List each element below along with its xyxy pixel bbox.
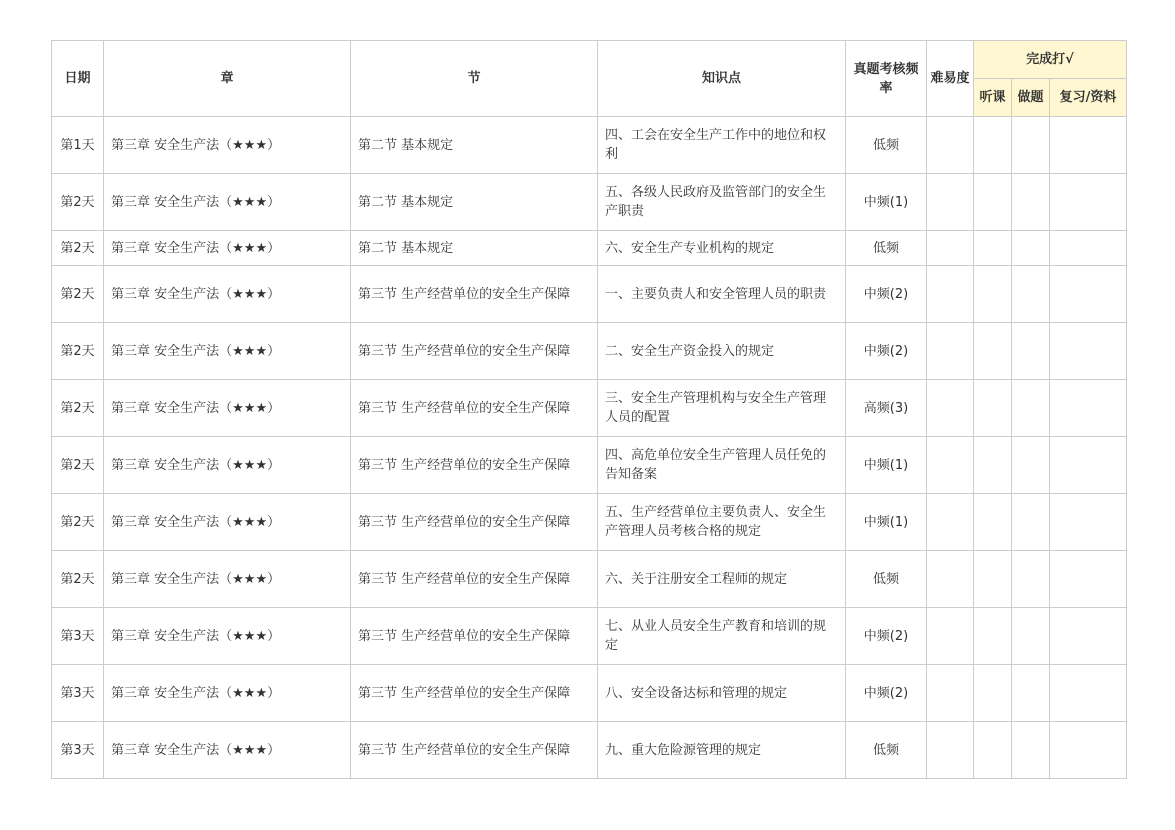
table-row — [52, 174, 1127, 231]
cell-knowledge-point: 八、安全设备达标和管理的规定 — [598, 665, 846, 722]
header-exam-frequency: 真题考核频率 — [846, 41, 927, 117]
cell-date: 第2天 — [52, 380, 104, 437]
cell-section: 第三节 生产经营单位的安全生产保障 — [351, 722, 598, 779]
cell-practice-check[interactable] — [1012, 380, 1050, 437]
study-plan-container — [51, 40, 1127, 779]
cell-difficulty[interactable] — [927, 117, 974, 174]
cell-practice-check[interactable] — [1012, 665, 1050, 722]
cell-section: 第二节 基本规定 — [351, 174, 598, 231]
cell-review-check[interactable] — [1050, 608, 1127, 665]
cell-section: 第三节 生产经营单位的安全生产保障 — [351, 266, 598, 323]
cell-chapter: 第三章 安全生产法（★★★） — [104, 174, 351, 231]
cell-section: 第三节 生产经营单位的安全生产保障 — [351, 380, 598, 437]
cell-difficulty[interactable] — [927, 323, 974, 380]
cell-date: 第2天 — [52, 494, 104, 551]
cell-chapter: 第三章 安全生产法（★★★） — [104, 494, 351, 551]
cell-section: 第二节 基本规定 — [351, 117, 598, 174]
cell-knowledge-point: 五、生产经营单位主要负责人、安全生产管理人员考核合格的规定 — [598, 494, 846, 551]
cell-frequency: 低频 — [846, 231, 927, 266]
cell-difficulty[interactable] — [927, 494, 974, 551]
cell-knowledge-point: 九、重大危险源管理的规定 — [598, 722, 846, 779]
cell-practice-check[interactable] — [1012, 551, 1050, 608]
cell-knowledge-point: 一、主要负责人和安全管理人员的职责 — [598, 266, 846, 323]
cell-review-check[interactable] — [1050, 665, 1127, 722]
cell-knowledge-point: 四、工会在安全生产工作中的地位和权利 — [598, 117, 846, 174]
cell-review-check[interactable] — [1050, 437, 1127, 494]
cell-chapter: 第三章 安全生产法（★★★） — [104, 551, 351, 608]
cell-listen-check[interactable] — [974, 174, 1012, 231]
table-row — [52, 551, 1127, 608]
table-row — [52, 608, 1127, 665]
cell-difficulty[interactable] — [927, 665, 974, 722]
cell-review-check[interactable] — [1050, 722, 1127, 779]
table-row — [52, 266, 1127, 323]
header-knowledge-point: 知识点 — [598, 41, 846, 117]
table-row — [52, 437, 1127, 494]
cell-section: 第三节 生产经营单位的安全生产保障 — [351, 323, 598, 380]
cell-listen-check[interactable] — [974, 722, 1012, 779]
cell-date: 第3天 — [52, 722, 104, 779]
cell-review-check[interactable] — [1050, 494, 1127, 551]
cell-knowledge-point: 六、关于注册安全工程师的规定 — [598, 551, 846, 608]
cell-review-check[interactable] — [1050, 174, 1127, 231]
cell-chapter: 第三章 安全生产法（★★★） — [104, 437, 351, 494]
cell-knowledge-point: 二、安全生产资金投入的规定 — [598, 323, 846, 380]
header-difficulty: 难易度 — [927, 41, 974, 117]
header-chapter: 章 — [104, 41, 351, 117]
cell-difficulty[interactable] — [927, 722, 974, 779]
cell-practice-check[interactable] — [1012, 117, 1050, 174]
cell-chapter: 第三章 安全生产法（★★★） — [104, 231, 351, 266]
cell-frequency: 中频(1) — [846, 437, 927, 494]
cell-listen-check[interactable] — [974, 665, 1012, 722]
cell-frequency: 低频 — [846, 551, 927, 608]
cell-frequency: 中频(1) — [846, 494, 927, 551]
cell-review-check[interactable] — [1050, 551, 1127, 608]
cell-difficulty[interactable] — [927, 231, 974, 266]
cell-knowledge-point: 七、从业人员安全生产教育和培训的规定 — [598, 608, 846, 665]
cell-listen-check[interactable] — [974, 266, 1012, 323]
study-plan-table — [51, 40, 1127, 779]
cell-frequency: 低频 — [846, 722, 927, 779]
header-review: 复习/资料 — [1050, 79, 1127, 117]
cell-practice-check[interactable] — [1012, 174, 1050, 231]
cell-frequency: 中频(2) — [846, 665, 927, 722]
cell-knowledge-point: 六、安全生产专业机构的规定 — [598, 231, 846, 266]
cell-date: 第2天 — [52, 551, 104, 608]
table-row — [52, 231, 1127, 266]
cell-listen-check[interactable] — [974, 437, 1012, 494]
cell-difficulty[interactable] — [927, 551, 974, 608]
cell-listen-check[interactable] — [974, 380, 1012, 437]
cell-review-check[interactable] — [1050, 117, 1127, 174]
cell-section: 第三节 生产经营单位的安全生产保障 — [351, 551, 598, 608]
cell-knowledge-point: 三、安全生产管理机构与安全生产管理人员的配置 — [598, 380, 846, 437]
cell-date: 第3天 — [52, 665, 104, 722]
table-row — [52, 722, 1127, 779]
cell-section: 第三节 生产经营单位的安全生产保障 — [351, 608, 598, 665]
header-listen: 听课 — [974, 79, 1012, 117]
cell-practice-check[interactable] — [1012, 231, 1050, 266]
table-header — [52, 41, 1127, 117]
header-date: 日期 — [52, 41, 104, 117]
cell-listen-check[interactable] — [974, 117, 1012, 174]
header-practice: 做题 — [1012, 79, 1050, 117]
cell-chapter: 第三章 安全生产法（★★★） — [104, 266, 351, 323]
cell-frequency: 低频 — [846, 117, 927, 174]
cell-difficulty[interactable] — [927, 437, 974, 494]
cell-frequency: 中频(1) — [846, 174, 927, 231]
cell-chapter: 第三章 安全生产法（★★★） — [104, 117, 351, 174]
cell-chapter: 第三章 安全生产法（★★★） — [104, 665, 351, 722]
cell-frequency: 中频(2) — [846, 266, 927, 323]
cell-date: 第2天 — [52, 266, 104, 323]
cell-practice-check[interactable] — [1012, 608, 1050, 665]
cell-date: 第2天 — [52, 231, 104, 266]
cell-difficulty[interactable] — [927, 380, 974, 437]
cell-section: 第三节 生产经营单位的安全生产保障 — [351, 437, 598, 494]
cell-listen-check[interactable] — [974, 608, 1012, 665]
cell-practice-check[interactable] — [1012, 437, 1050, 494]
cell-section: 第二节 基本规定 — [351, 231, 598, 266]
table-row — [52, 665, 1127, 722]
cell-date: 第2天 — [52, 174, 104, 231]
header-completion-group: 完成打√ — [974, 41, 1127, 79]
cell-knowledge-point: 五、各级人民政府及监管部门的安全生产职责 — [598, 174, 846, 231]
cell-review-check[interactable] — [1050, 266, 1127, 323]
cell-difficulty[interactable] — [927, 608, 974, 665]
cell-frequency: 高频(3) — [846, 380, 927, 437]
cell-chapter: 第三章 安全生产法（★★★） — [104, 722, 351, 779]
cell-date: 第2天 — [52, 323, 104, 380]
cell-frequency: 中频(2) — [846, 323, 927, 380]
cell-listen-check[interactable] — [974, 323, 1012, 380]
table-row — [52, 117, 1127, 174]
cell-difficulty[interactable] — [927, 174, 974, 231]
cell-review-check[interactable] — [1050, 323, 1127, 380]
cell-practice-check[interactable] — [1012, 323, 1050, 380]
cell-listen-check[interactable] — [974, 551, 1012, 608]
cell-practice-check[interactable] — [1012, 266, 1050, 323]
cell-difficulty[interactable] — [927, 266, 974, 323]
cell-chapter: 第三章 安全生产法（★★★） — [104, 323, 351, 380]
cell-listen-check[interactable] — [974, 494, 1012, 551]
cell-review-check[interactable] — [1050, 380, 1127, 437]
table-row — [52, 494, 1127, 551]
table-row — [52, 323, 1127, 380]
cell-practice-check[interactable] — [1012, 494, 1050, 551]
table-body — [52, 117, 1127, 779]
cell-review-check[interactable] — [1050, 231, 1127, 266]
cell-frequency: 中频(2) — [846, 608, 927, 665]
cell-chapter: 第三章 安全生产法（★★★） — [104, 608, 351, 665]
table-row — [52, 380, 1127, 437]
cell-section: 第三节 生产经营单位的安全生产保障 — [351, 494, 598, 551]
cell-chapter: 第三章 安全生产法（★★★） — [104, 380, 351, 437]
header-section: 节 — [351, 41, 598, 117]
cell-date: 第1天 — [52, 117, 104, 174]
cell-section: 第三节 生产经营单位的安全生产保障 — [351, 665, 598, 722]
cell-practice-check[interactable] — [1012, 722, 1050, 779]
cell-date: 第2天 — [52, 437, 104, 494]
cell-date: 第3天 — [52, 608, 104, 665]
cell-knowledge-point: 四、高危单位安全生产管理人员任免的告知备案 — [598, 437, 846, 494]
cell-listen-check[interactable] — [974, 231, 1012, 266]
